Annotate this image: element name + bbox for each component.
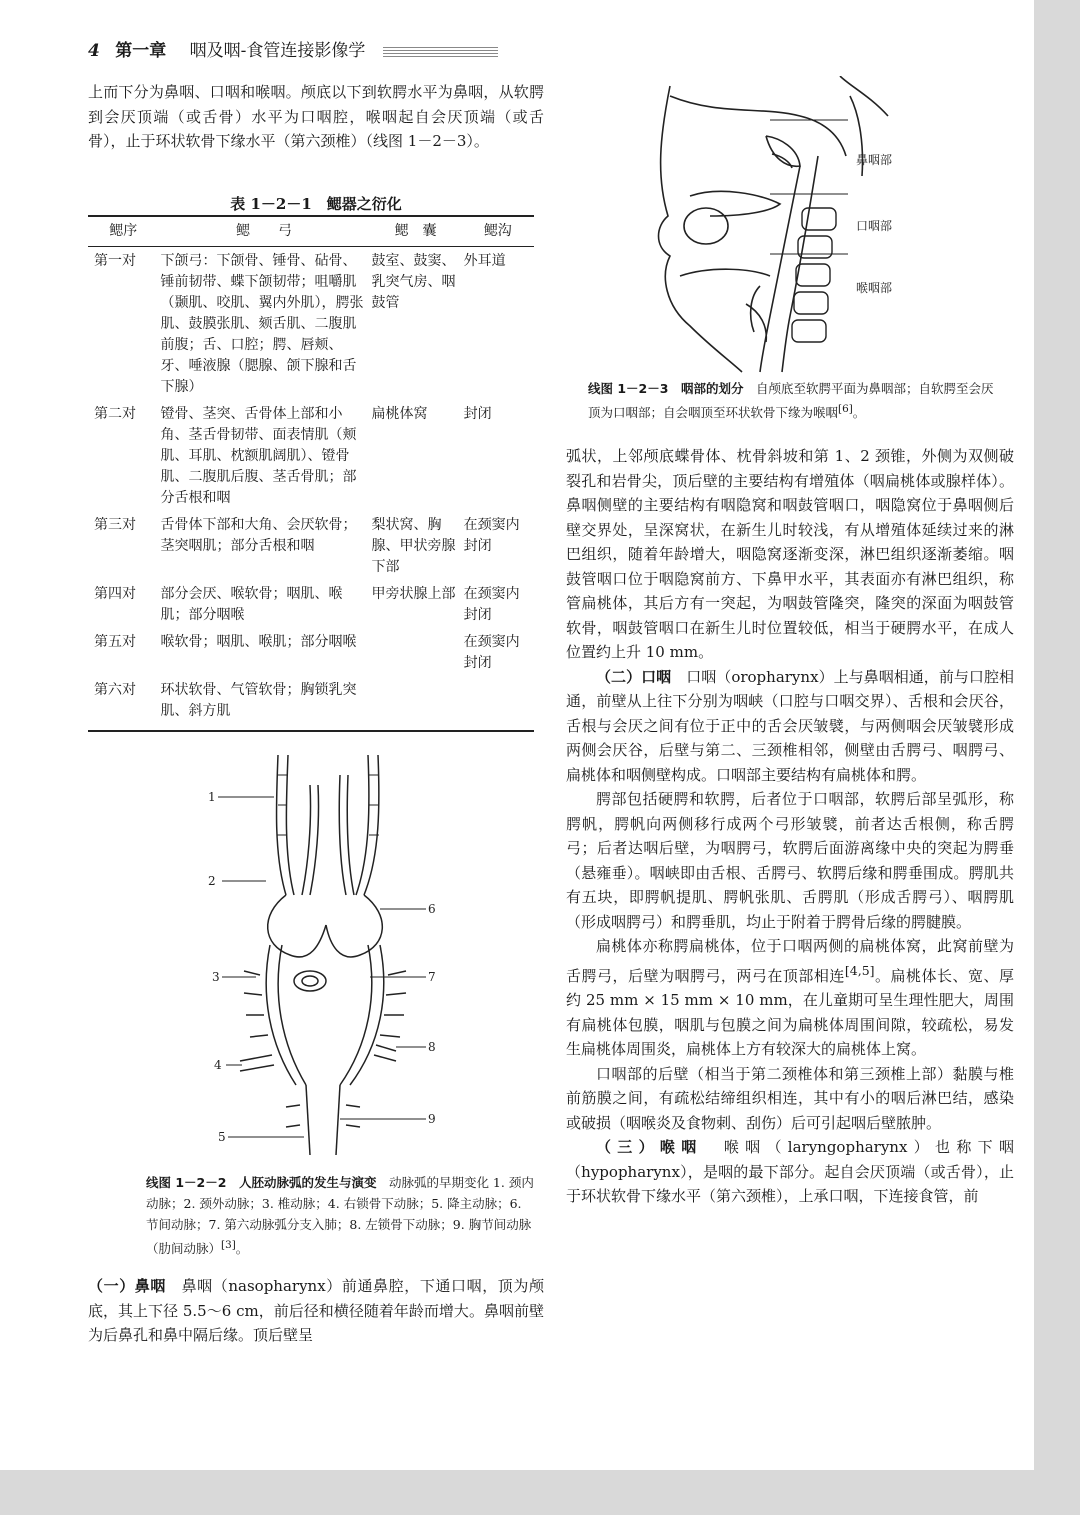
cell-groove: 在颈窦内封闭 — [463, 634, 520, 671]
section-heading: （二）口咽 — [596, 667, 672, 686]
column-header: 鳃 囊 — [369, 216, 461, 247]
cell-order: 第二对 — [94, 406, 136, 422]
header-rule — [383, 47, 498, 57]
table-row — [88, 628, 534, 676]
internal-carotid-right-vessel — [356, 755, 369, 895]
column-header: 鳃 弓 — [159, 216, 370, 247]
cell-arch: 部分会厌、喉软骨；咽肌、喉肌；部分咽喉 — [160, 586, 343, 623]
cell-arch: 舌骨体下部和大角、会厌软骨；茎突咽肌；部分舌根和咽 — [160, 517, 357, 554]
running-header — [88, 36, 548, 62]
fig-number-label: 4 — [214, 1058, 222, 1072]
caption-end: 。 — [852, 405, 866, 421]
nasopharynx-section — [88, 1274, 544, 1348]
cell-arch: 喉软骨；咽肌、喉肌；部分咽喉 — [160, 634, 357, 650]
paragraph-text: 扁桃体亦称腭扁桃体，位于口咽两侧的扁桃体窝，此窝前壁为舌腭弓，后壁为咽腭弓，两弓在顶部相连 — [566, 937, 1014, 985]
paragraph: 腭部包括硬腭和软腭，后者位于口咽部，软腭后部呈弧形，称腭帆，腭帆向两侧移行成两个弓形皱襞，前者达舌根侧，称舌腭弓；后者达咽后壁，为咽腭弓，软腭后面游离缘中央的突起为腭垂（悬雍垂）。咽峡即由舌根、舌腭弓、软腭后缘和腭垂围成。腭肌共有五块，即腭帆提肌、腭帆张肌、舌腭肌（形成舌腭弓）、咽腭肌（形成咽腭弓）和腭垂肌，均止于附着于腭骨后缘的腭腱膜。 — [566, 790, 1014, 931]
fig-number-label: 5 — [218, 1130, 226, 1144]
citation: [6] — [838, 403, 853, 415]
cell-pouch: 甲旁状腺上部 — [371, 586, 456, 602]
internal-carotid-left-vessel — [276, 755, 286, 895]
paragraph — [566, 665, 1014, 788]
caption-title: 线图 1－2－3 咽部的划分 — [588, 381, 744, 396]
fig-number-label: 7 — [428, 970, 436, 984]
paragraph-text: 鼻咽（nasopharynx）前通鼻腔，下通口咽，顶为颅底，其上下径 5.5～6 cm，前后径和横径随着年龄而增大。鼻咽前壁为后鼻孔和鼻中隔后缘。顶后壁呈 — [88, 1277, 544, 1344]
paragraph: 口咽部的后壁（相当于第二颈椎体和第三颈椎上部）黏膜与椎前筋膜之间，有疏松结缔组织相连，其中有小的咽后淋巴结，感染或破损（咽喉炎及食物刺、刮伤）后可引起咽后壁脓肿。 — [566, 1064, 1014, 1132]
face-profile — [659, 86, 743, 372]
table-row — [88, 511, 534, 580]
paragraph-text: 口咽（oropharynx）上与鼻咽相通，前与口腔相通，前壁从上往下分别为咽峡（口腔与口咽交界）、舌根和会厌谷，舌根与会厌之间有位于正中的舌会厌皱襞，与两侧咽会厌皱襞形成两侧会厌谷，后壁与第二、三颈椎相邻，侧壁由舌腭弓、咽腭弓、扁桃体和咽侧壁构成。口咽部主要结构有扁桃体和腭。 — [566, 667, 1014, 784]
cell-groove: 在颈窦内封闭 — [463, 586, 520, 623]
caption-end: 。 — [235, 1241, 249, 1257]
fig-number-label: 9 — [428, 1112, 436, 1126]
figure-caption — [146, 1172, 534, 1259]
column-header: 鳃序 — [88, 216, 159, 247]
table-row — [88, 676, 534, 731]
region-label-oropharynx: 口咽部 — [856, 219, 893, 233]
section-heading: （一）鼻咽 — [88, 1277, 166, 1295]
cell-groove: 外耳道 — [463, 253, 506, 269]
table-header-row — [88, 216, 534, 247]
aortic-arch-diagram — [200, 745, 460, 1165]
cell-pouch — [369, 628, 461, 676]
figure-caption — [588, 378, 998, 423]
right-column-text — [566, 444, 1014, 1209]
column-header: 鳃沟 — [462, 216, 534, 247]
scan-border-right — [1034, 0, 1080, 1515]
cell-pouch: 鼓室、鼓窦、乳突气房、咽鼓管 — [371, 253, 456, 311]
cell-order: 第一对 — [94, 253, 136, 269]
fig-number-label: 6 — [428, 902, 436, 916]
region-label-laryngopharynx: 喉咽部 — [856, 281, 893, 295]
cell-groove: 在颈窦内封闭 — [463, 517, 520, 554]
paragraph — [566, 934, 1014, 1062]
cell-groove: 封闭 — [463, 406, 492, 422]
region-label-nasopharynx: 鼻咽部 — [856, 153, 893, 167]
cell-order: 第三对 — [94, 517, 136, 533]
caption-title: 线图 1－2－2 人胚动脉弧的发生与演变 — [146, 1175, 377, 1190]
fig-number-label: 8 — [428, 1040, 436, 1054]
fig-number-label: 1 — [208, 790, 216, 804]
cell-order: 第六对 — [88, 676, 159, 731]
cell-pouch: 梨状窝、胸腺、甲状旁腺下部 — [371, 517, 456, 575]
table-row — [88, 580, 534, 628]
section-heading: （三）喉咽 — [596, 1138, 703, 1156]
scan-border-bottom — [0, 1470, 1080, 1515]
pharynx-division-diagram — [650, 76, 920, 376]
table-title: 表 1－2－1 鳃器之衍化 — [230, 195, 402, 213]
paragraph: 弧状，上邻颅底蝶骨体、枕骨斜坡和第 1、2 颈锥，外侧为双侧破裂孔和岩骨尖，顶后壁的主要结构有增殖体（咽扁桃体或腺样体）。鼻咽侧壁的主要结构有咽隐窝和咽鼓管咽口，咽隐窝位于鼻咽侧后壁交界处，呈深窝状，在新生儿时较浅，有从增殖体延续过来的淋巴组织，随着年龄增大，咽隐窝逐渐变深，淋巴组织逐渐萎缩。咽鼓管咽口位于咽隐窝前方、下鼻甲水平，其表面亦有淋巴组织，称管扁桃体，其后方有一突起，为咽鼓管隆突，隆突的深面为咽鼓管软骨，咽鼓管咽口在新生儿时位置较低，相当于硬腭水平，在成人位置约上升 10 mm。 — [566, 447, 1014, 661]
cell-groove — [462, 676, 534, 731]
table-row — [88, 247, 534, 401]
cell-arch: 下颌弓：下颌骨、锤骨、砧骨、锤前韧带、蝶下颌韧带；咀嚼肌（颞肌、咬肌、翼内外肌），腭张肌、鼓膜张肌、颏舌肌、二腹肌前腹；舌、口腔；腭、唇颊、牙、唾液腺（腮腺、颌下腺和舌下腺） — [160, 253, 364, 395]
cell-order: 第四对 — [94, 586, 136, 602]
left-top-text — [88, 80, 544, 154]
paragraph-text: 。扁桃体长、宽、厚约 25 mm × 15 mm × 10 mm，在儿童期可呈生理性肥大，周围有扁桃体包膜，咽肌与包膜之间为扁桃体周围间隙，较疏松，易发生扁桃体周围炎，扁桃体上方有较深大的扁桃体上窝。 — [566, 966, 1014, 1058]
table-row — [88, 400, 534, 511]
paragraph: 上而下分为鼻咽、口咽和喉咽。颅底以下到软腭水平为鼻咽，从软腭到会厌顶端（或舌骨）水平为口咽腔，喉咽起自会厌顶端（或舌骨），止于环状软骨下缘水平（第六颈椎）（线图 1－2－3）。 — [88, 83, 544, 150]
caption-text: 动脉弧的早期变化 1. 颈内动脉；2. 颈外动脉；3. 椎动脉；4. 右锁骨下动脉；5. 降主动脉；6. 节间动脉；7. 第六动脉弧分支入肺；8. 左锁骨下动脉；9. 胸节间动脉（肋间动脉） — [146, 1175, 534, 1257]
citation: [4,5] — [844, 962, 875, 978]
page-number: 4 — [88, 41, 100, 61]
chapter-title: 咽及咽-食管连接影像学 — [189, 41, 366, 61]
citation: [3] — [221, 1239, 236, 1251]
paragraph-text: 喉咽（laryngopharynx）也称下咽（hypopharynx），是咽的最下部分。起自会厌顶端（或舌骨），止于环状软骨下缘水平（第六颈椎），上承口咽，下连接食管，前 — [566, 1138, 1014, 1205]
cell-pouch — [369, 676, 461, 731]
fig-number-label: 2 — [208, 874, 216, 888]
paragraph — [566, 1135, 1014, 1209]
gill-derivatives-table — [88, 215, 534, 732]
cell-order: 第五对 — [94, 634, 136, 650]
fig-number-label: 3 — [212, 970, 220, 984]
chapter-label: 第一章 — [115, 41, 167, 61]
paragraph — [88, 1274, 544, 1348]
cell-arch: 环状软骨、气管软骨；胸锁乳突肌、斜方肌 — [159, 676, 370, 731]
cell-arch: 镫骨、茎突、舌骨体上部和小角、茎舌骨韧带、面表情肌（颊肌、耳肌、枕额肌阔肌）、镫骨肌、二腹肌后腹、茎舌骨肌；部分舌根和咽 — [160, 406, 357, 506]
cell-pouch: 扁桃体窝 — [371, 406, 428, 422]
caption-text: 自颅底至软腭平面为鼻咽部；自软腭至会厌顶为口咽部；自会咽顶至环状软骨下缘为喉咽 — [588, 381, 994, 421]
